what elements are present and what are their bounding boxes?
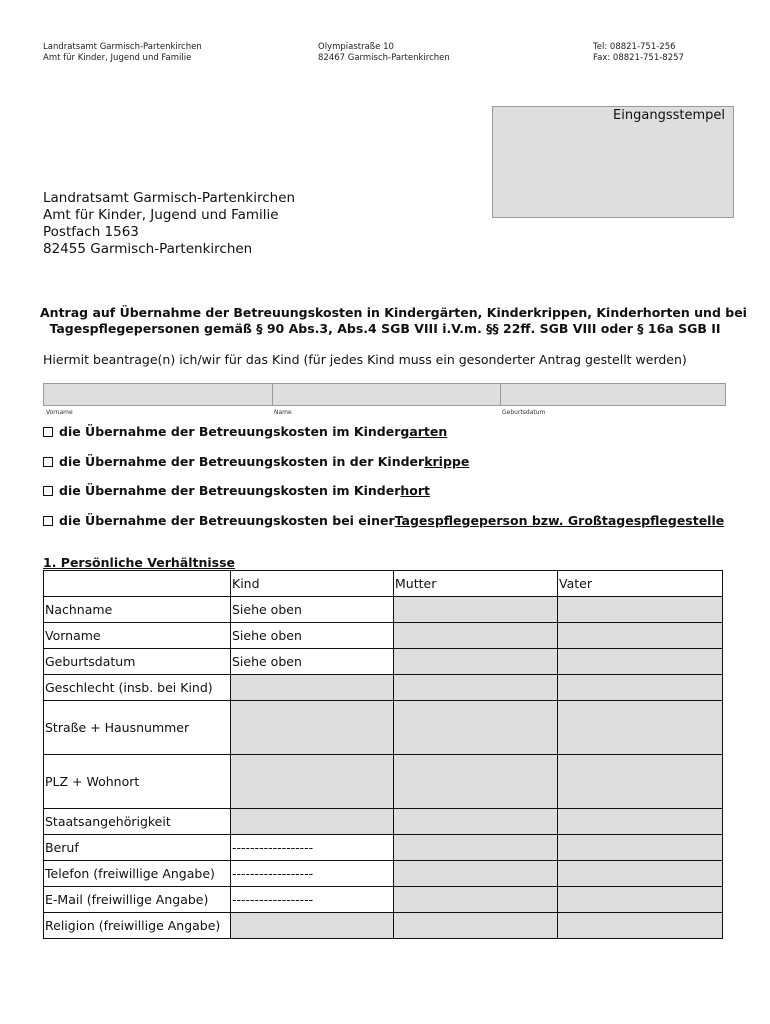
vater-cell[interactable] <box>558 913 723 939</box>
table-row <box>44 861 723 887</box>
mutter-cell[interactable] <box>394 861 558 887</box>
row-label: PLZ + Wohnort <box>44 755 231 809</box>
option-emphasis: krippe <box>424 454 470 469</box>
child-name-fields <box>43 383 726 406</box>
kind-cell: ------------------ <box>231 861 394 887</box>
checkbox-icon[interactable] <box>43 516 53 526</box>
row-label: Geburtsdatum <box>44 649 231 675</box>
kind-cell: ------------------ <box>231 835 394 861</box>
recipient-line: Amt für Kinder, Jugend und Familie <box>43 207 279 223</box>
recipient-address <box>43 190 295 258</box>
mutter-cell[interactable] <box>394 913 558 939</box>
kind-cell: Siehe oben <box>231 597 394 623</box>
intro-text: Hiermit beantrage(n) ich/wir für das Kind (für jedes Kind muss ein gesonderter Antrag gestellt werden) <box>43 352 687 367</box>
option-kindergarten[interactable] <box>43 424 447 439</box>
vorname-field[interactable] <box>44 384 272 405</box>
header-phone: Tel: 08821-751-256 <box>593 42 676 52</box>
name-label: Name <box>274 409 292 416</box>
mutter-cell[interactable] <box>394 755 558 809</box>
receipt-stamp-label: Eingangsstempel <box>613 108 725 123</box>
vater-cell[interactable] <box>558 701 723 755</box>
option-emphasis: Tagespflegeperson bzw. Großtagespflegestelle <box>394 513 725 528</box>
row-label: Nachname <box>44 597 231 623</box>
row-label: Staatsangehörigkeit <box>44 809 231 835</box>
vater-cell[interactable] <box>558 887 723 913</box>
vater-cell[interactable] <box>558 835 723 861</box>
header-authority <box>43 42 202 64</box>
mutter-cell[interactable] <box>394 887 558 913</box>
vater-cell[interactable] <box>558 675 723 701</box>
header-address-line: 82467 Garmisch-Partenkirchen <box>318 53 450 63</box>
header-address-line: Olympiastraße 10 <box>318 42 394 52</box>
vorname-label: Vorname <box>46 409 73 416</box>
option-emphasis: hort <box>400 483 431 498</box>
recipient-line: Landratsamt Garmisch-Partenkirchen <box>43 190 296 206</box>
checkbox-icon[interactable] <box>43 486 53 496</box>
table-row <box>44 701 723 755</box>
kind-cell[interactable] <box>231 809 394 835</box>
vater-cell[interactable] <box>558 861 723 887</box>
option-text: die Übernahme der Betreuungskosten in der Kinder <box>59 454 425 469</box>
mutter-cell[interactable] <box>394 809 558 835</box>
vater-cell[interactable] <box>558 809 723 835</box>
table-row <box>44 675 723 701</box>
header-cell-vater: Vater <box>558 571 723 597</box>
option-text: die Übernahme der Betreuungskosten im Kinder <box>59 483 401 498</box>
option-kinderkrippe[interactable] <box>43 454 469 469</box>
kind-cell: Siehe oben <box>231 623 394 649</box>
table-row <box>44 597 723 623</box>
row-label: Straße + Hausnummer <box>44 701 231 755</box>
row-label: Telefon (freiwillige Angabe) <box>44 861 231 887</box>
mutter-cell[interactable] <box>394 623 558 649</box>
option-text: die Übernahme der Betreuungskosten bei einer <box>59 513 395 528</box>
table-row <box>44 649 723 675</box>
checkbox-icon[interactable] <box>43 427 53 437</box>
option-tagespflege[interactable] <box>43 513 724 528</box>
geburtsdatum-label: Geburtsdatum <box>502 409 546 416</box>
mutter-cell[interactable] <box>394 675 558 701</box>
table-header-row <box>44 571 723 597</box>
kind-cell[interactable] <box>231 913 394 939</box>
mutter-cell[interactable] <box>394 597 558 623</box>
header-address <box>318 42 450 64</box>
row-label: Religion (freiwillige Angabe) <box>44 913 231 939</box>
personal-details-table <box>43 570 723 939</box>
recipient-line: Postfach 1563 <box>43 224 139 240</box>
vater-cell[interactable] <box>558 623 723 649</box>
vater-cell[interactable] <box>558 649 723 675</box>
option-text: die Übernahme der Betreuungskosten im Kinder <box>59 424 401 439</box>
receipt-stamp-box <box>492 106 734 218</box>
kind-cell: Siehe oben <box>231 649 394 675</box>
table-row <box>44 913 723 939</box>
geburtsdatum-field[interactable] <box>500 384 725 405</box>
kind-cell: ------------------ <box>231 887 394 913</box>
header-authority-line: Amt für Kinder, Jugend und Familie <box>43 53 192 63</box>
recipient-line: 82455 Garmisch-Partenkirchen <box>43 241 253 257</box>
mutter-cell[interactable] <box>394 835 558 861</box>
option-kinderhort[interactable] <box>43 483 430 498</box>
mutter-cell[interactable] <box>394 649 558 675</box>
kind-cell[interactable] <box>231 675 394 701</box>
section-title: 1. Persönliche Verhältnisse <box>43 555 236 570</box>
table-row <box>44 809 723 835</box>
checkbox-icon[interactable] <box>43 457 53 467</box>
header-cell-kind: Kind <box>231 571 394 597</box>
vater-cell[interactable] <box>558 755 723 809</box>
header-fax: Fax: 08821-751-8257 <box>593 53 684 63</box>
header-cell-empty <box>44 571 231 597</box>
vater-cell[interactable] <box>558 597 723 623</box>
form-title <box>40 305 747 337</box>
kind-cell[interactable] <box>231 755 394 809</box>
table-row <box>44 835 723 861</box>
table-row <box>44 623 723 649</box>
name-field[interactable] <box>272 384 500 405</box>
row-label: Vorname <box>44 623 231 649</box>
mutter-cell[interactable] <box>394 701 558 755</box>
header-cell-mutter: Mutter <box>394 571 558 597</box>
table-row <box>44 887 723 913</box>
header-authority-line: Landratsamt Garmisch-Partenkirchen <box>43 42 202 52</box>
row-label: E-Mail (freiwillige Angabe) <box>44 887 231 913</box>
table-row <box>44 755 723 809</box>
form-title-line: Tagespflegepersonen gemäß § 90 Abs.3, Abs.4 SGB VIII i.V.m. §§ 22ff. SGB VIII oder § 16a SGB II <box>49 321 721 336</box>
row-label: Geschlecht (insb. bei Kind) <box>44 675 231 701</box>
header-contact <box>593 42 684 64</box>
option-emphasis: garten <box>400 424 448 439</box>
row-label: Beruf <box>44 835 231 861</box>
form-title-line: Antrag auf Übernahme der Betreuungskosten in Kindergärten, Kinderkrippen, Kinderhorten und bei <box>40 305 747 320</box>
kind-cell[interactable] <box>231 701 394 755</box>
